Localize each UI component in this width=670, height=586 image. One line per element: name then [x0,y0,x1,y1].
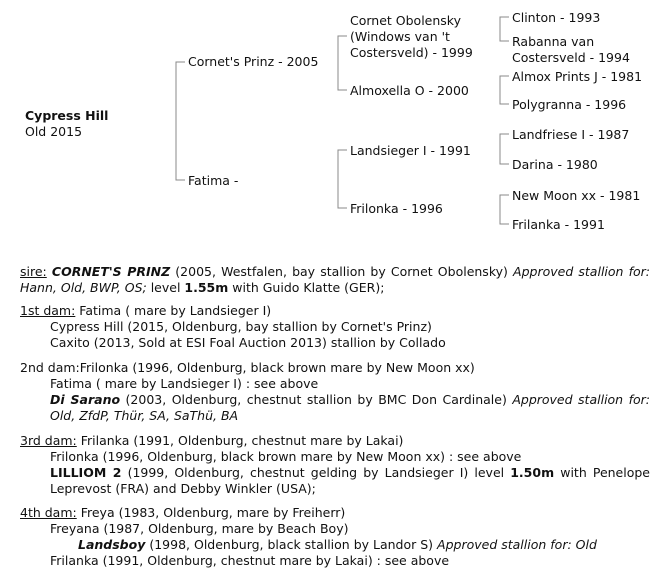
dam4-landsboy [20,537,650,553]
dam2-di-sarano [20,392,650,424]
landsboy-name: Landsboy [78,537,146,552]
sire-name: CORNET'S PRINZ [51,264,171,279]
sire-level-pre: level [146,280,185,295]
di-sarano-name: Di Sarano [50,392,121,407]
pedigree-dam: Fatima - [188,173,239,188]
horse-name: Cypress Hill [25,108,109,123]
pedigree-dd-sire: New Moon xx - 1981 [512,188,641,203]
dam4-label: 4th dam: [20,505,77,520]
pedigree-sire-dam: Almoxella O - 2000 [350,83,469,98]
horse-subtitle: Old 2015 [25,124,83,139]
pedigree-ds-sire: Landfriese I - 1987 [512,127,630,142]
dam1-section [20,303,650,351]
sire-label: sire: [20,264,47,279]
pedigree-dd-dam: Frilanka - 1991 [512,217,605,232]
dam2-label: 2nd dam: [20,360,80,375]
sire-level-post: with Guido Klatte (GER); [228,280,385,295]
pedigree-sd-dam: Polygranna - 1996 [512,97,627,112]
dam1-text: Fatima ( mare by Landsieger I) [75,303,272,318]
dam1-offspring-2: Caxito (2013, Sold at ESI Foal Auction 2013) stallion by Collado [50,335,446,350]
pedigree-horse [25,108,108,140]
pedigree-ss-sire: Clinton - 1993 [512,10,601,25]
pedigree-dam-sire: Landsieger I - 1991 [350,143,471,158]
dam1-label: 1st dam: [20,303,76,318]
di-sarano-details: (2003, Oldenburg, chestnut stallion by BMC Don Cardinale) [120,392,513,407]
pedigree-sire-sire: Cornet Obolensky (Windows van 't Costersveld) - 1999 [350,13,473,60]
dam3-lilliom [20,465,650,497]
sire-level: 1.55m [184,280,229,295]
dam3-line1: Frilonka (1996, Oldenburg, black brown mare by New Moon xx) : see above [50,449,522,464]
dam3-label: 3rd dam: [20,433,77,448]
sire-approved: Approved stallion for: Hann, Old, BWP, OS; [20,264,650,295]
dam1-offspring-1: Cypress Hill (2015, Oldenburg, bay stallion by Cornet's Prinz) [50,319,432,334]
sire-details: (2005, Westfalen, bay stallion by Cornet Obolensky) [170,264,514,279]
di-sarano-approved: Approved stallion for: Old, ZfdP, Thür, SA, SaThü, BA [50,392,650,423]
pedigree-ss-dam: Rabanna van Costersveld - 1994 [512,34,630,65]
dam4-line3: Frilanka (1991, Oldenburg, chestnut mare by Lakai) : see above [50,553,450,568]
lilliom-details: (1999, Oldenburg, chestnut gelding by Landsieger I) level [121,465,511,480]
lilliom-level: 1.50m [510,465,555,480]
dam2-section [20,360,650,424]
pedigree-sd-sire: Almox Prints J - 1981 [512,69,643,84]
pedigree-dam-dam: Frilonka - 1996 [350,201,443,216]
dam4-line1: Freyana (1987, Oldenburg, mare by Beach Boy) [50,521,349,536]
landsboy-details: (1998, Oldenburg, black stallion by Landor S) [145,537,438,552]
dam3-section [20,433,650,497]
sire-section [20,264,650,296]
pedigree-sire: Cornet's Prinz - 2005 [188,54,319,69]
dam2-line1: Fatima ( mare by Landsieger I) : see above [50,376,319,391]
dam4-section [20,505,650,569]
dam2-text: Frilonka (1996, Oldenburg, black brown mare by New Moon xx) [79,360,475,375]
landsboy-approved: Approved stallion for: Old [437,537,597,552]
lilliom-post: with Penelope Leprevost (FRA) and Debby Winkler (USA); [50,465,650,496]
dam3-text: Frilanka (1991, Oldenburg, chestnut mare by Lakai) [76,433,404,448]
lilliom-name: LILLIOM 2 [50,465,122,480]
pedigree-ds-dam: Darina - 1980 [512,157,598,172]
dam4-text: Freya (1983, Oldenburg, mare by Freiherr) [76,505,346,520]
